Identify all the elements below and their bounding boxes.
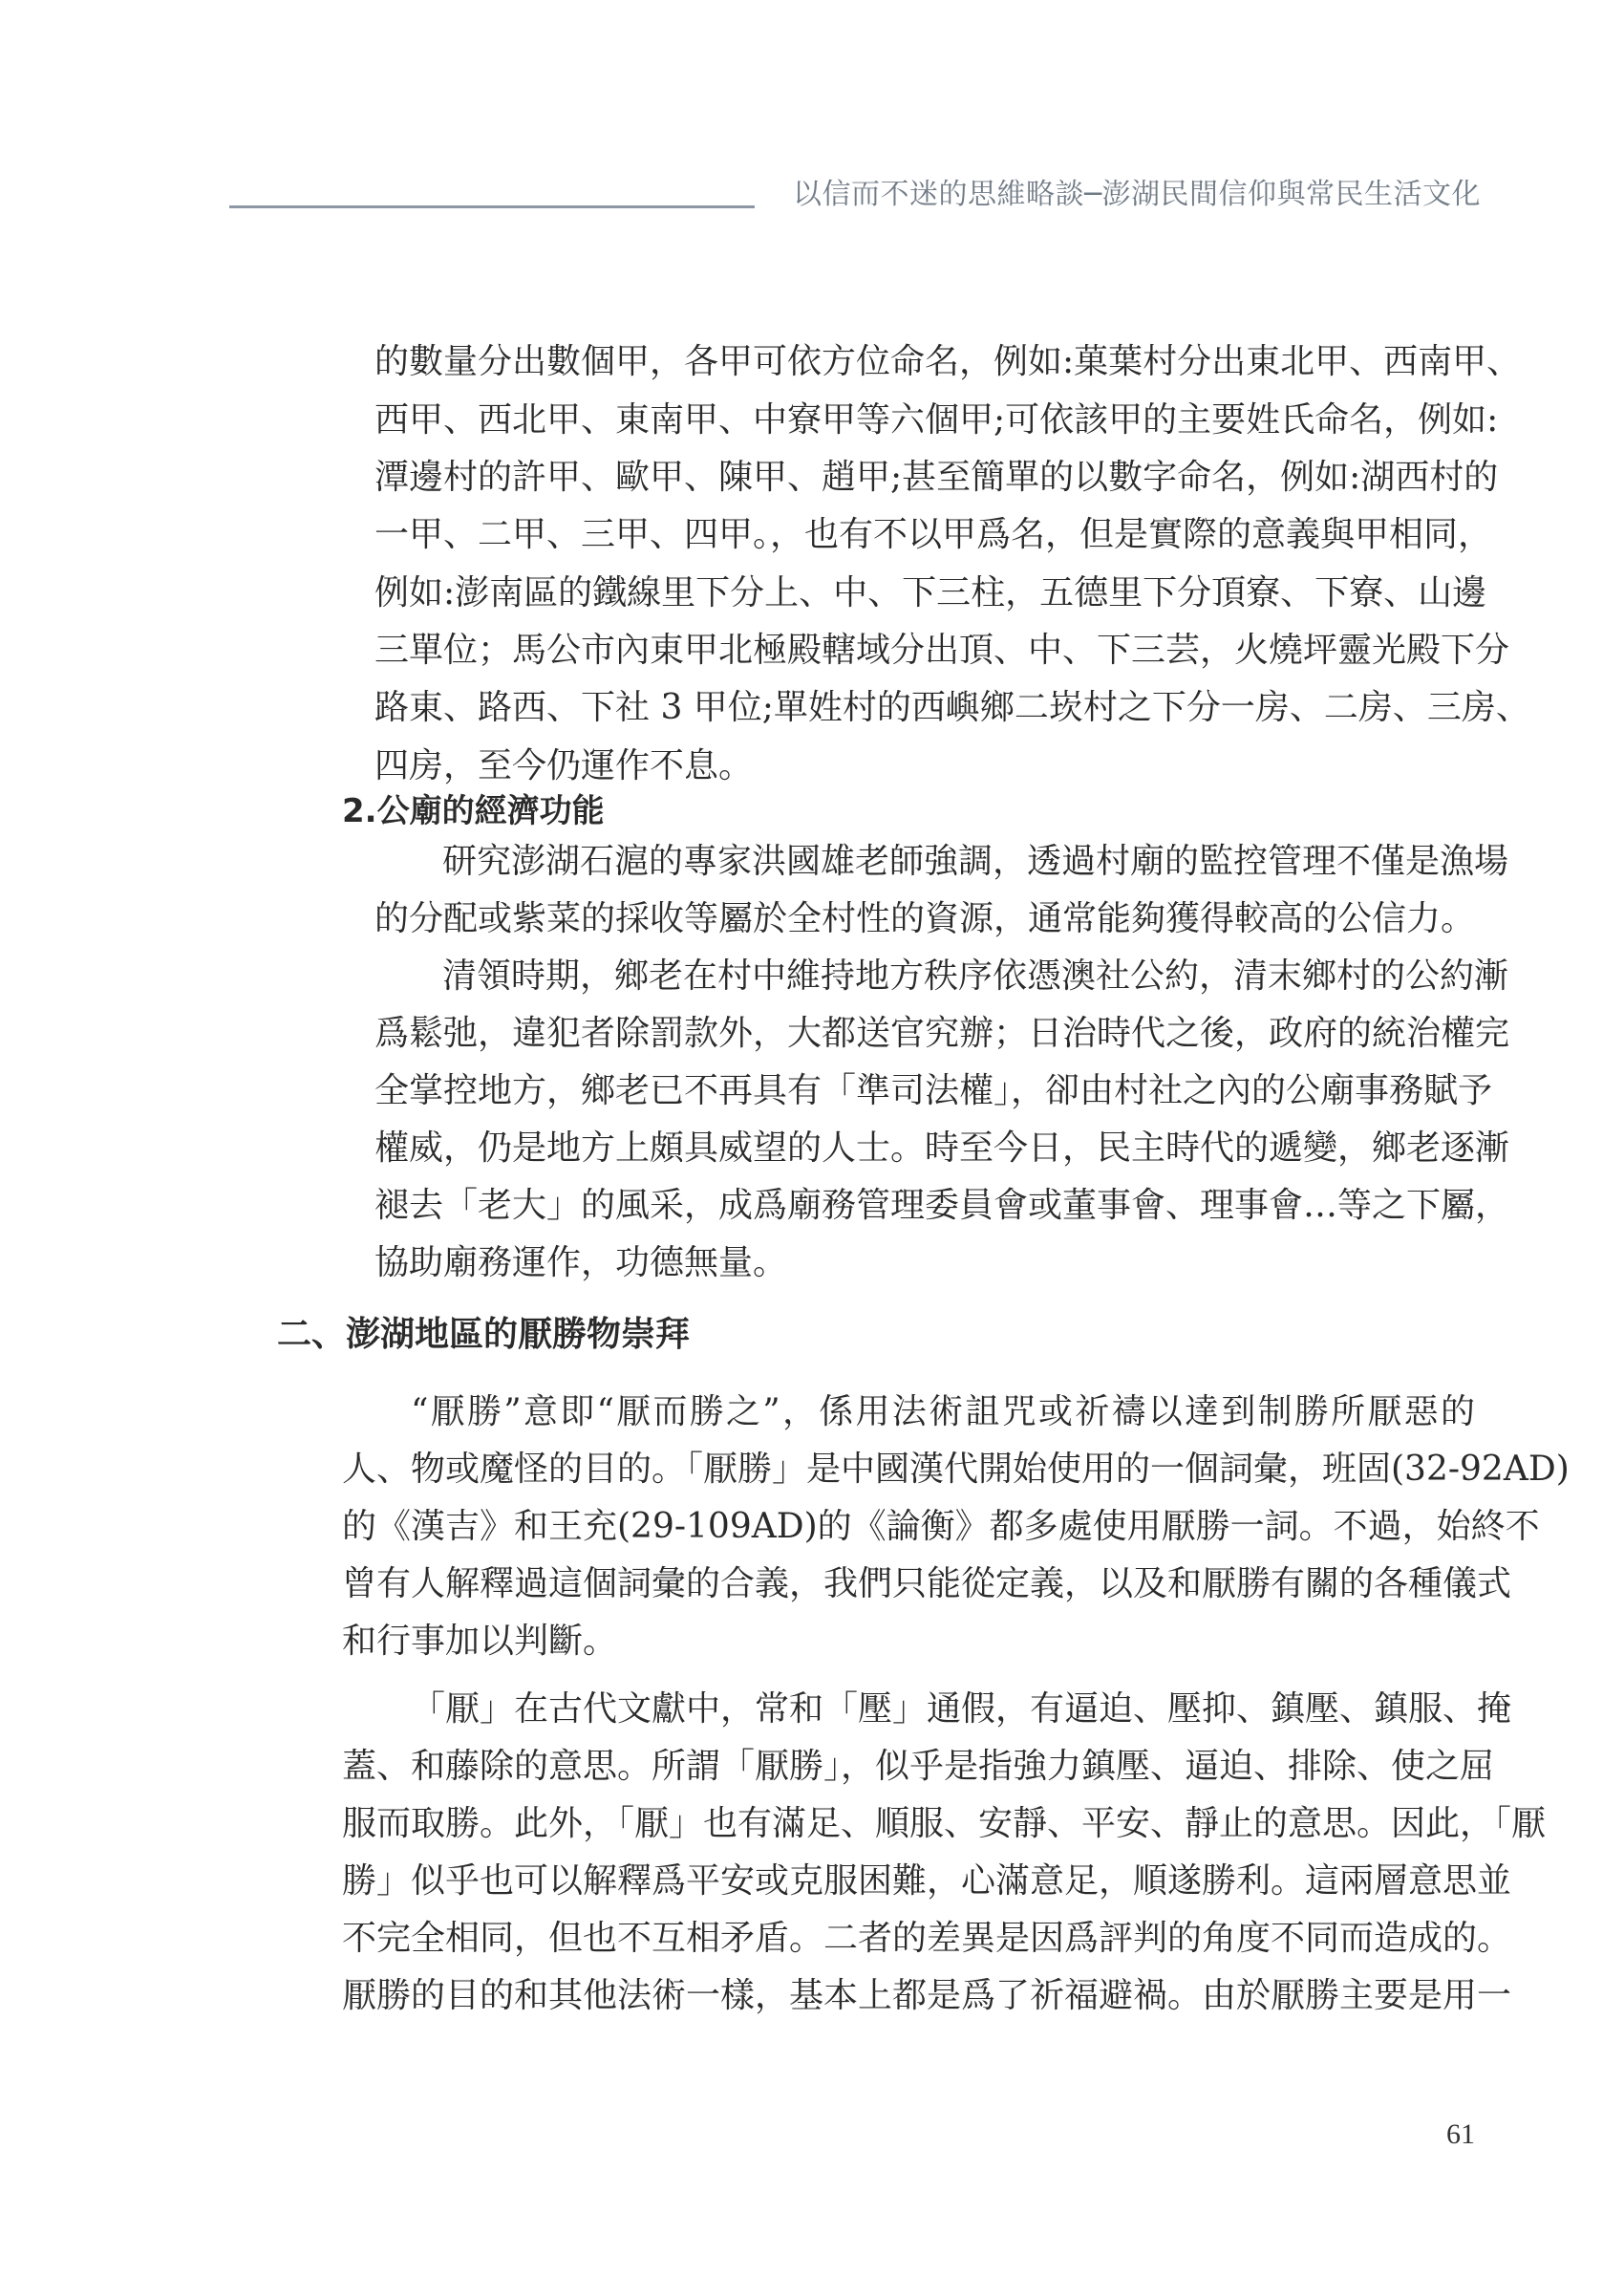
paragraph-line: 權威，仍是地方上頗具威望的人士。時至今日，民主時代的遞變，鄉老逐漸 [374, 1128, 1510, 1168]
paragraph-line: 三單位；馬公市內東甲北極殿轄域分出頂、中、下三芸，火燒坪靈光殿下分 [374, 631, 1510, 670]
paragraph-line: 爲鬆弛，違犯者除罰款外，大都送官究辦；日治時代之後，政府的統治權完 [374, 1014, 1510, 1053]
paragraph-line: 西甲、西北甲、東南甲、中寮甲等六個甲;可依該甲的主要姓氏命名，例如: [374, 400, 1499, 440]
subheading: 2.公廟的經濟功能 [342, 792, 605, 830]
paragraph-line: 蓋、和藤除的意思。所謂「厭勝」，似乎是指強力鎮壓、逼迫、排除、使之屈 [342, 1747, 1495, 1786]
page-number: 61 [1446, 2118, 1475, 2150]
paragraph-line: 一甲、二甲、三甲、四甲。，也有不以甲爲名，但是實際的意義與甲相同， [374, 515, 1493, 554]
paragraph-line: 曾有人解釋過這個詞彙的合義，我們只能從定義，以及和厭勝有關的各種儀式 [342, 1564, 1512, 1603]
paragraph-line: 勝」似乎也可以解釋爲平安或克服困難，心滿意足，順遂勝利。這兩層意思並 [342, 1861, 1512, 1901]
paragraph-line: “厭勝”意即“厭而勝之”，係用法術詛咒或祈禱以達到制勝所厭惡的 [411, 1392, 1475, 1431]
paragraph-line: 例如:澎南區的鐵線里下分上、中、下三柱，五德里下分頂寮、下寮、山邊 [374, 573, 1487, 612]
paragraph-line: 路東、路西、下社 3 甲位;單姓村的西嶼鄉二崁村之下分一房、二房、三房、 [374, 688, 1530, 727]
paragraph-line: 厭勝的目的和其他法術一樣，基本上都是爲了祈福避禍。由於厭勝主要是用一 [342, 1976, 1512, 2015]
header-rule [229, 205, 755, 208]
running-header-title: 以信而不迷的思維略談─澎湖民間信仰與常民生活文化 [793, 178, 1482, 211]
section-heading: 二、澎湖地區的厭勝物崇拜 [277, 1315, 691, 1354]
paragraph-line: 「厭」在古代文獻中，常和「壓」通假，有逼迫、壓抑、鎮壓、鎮服、掩 [411, 1689, 1512, 1729]
paragraph-line: 褪去「老大」的風采，成爲廟務管理委員會或董事會、理事會…等之下屬， [374, 1186, 1510, 1225]
paragraph-line: 四房，至今仍運作不息。 [374, 746, 754, 785]
paragraph-line: 潭邊村的許甲、歐甲、陳甲、趙甲;甚至簡單的以數字命名，例如:湖西村的 [374, 458, 1499, 497]
paragraph-line: 和行事加以判斷。 [342, 1622, 618, 1661]
paragraph-line: 人、物或魔怪的目的。「厭勝」是中國漢代開始使用的一個詞彙，班固(32-92AD) [342, 1450, 1570, 1489]
paragraph-line: 的分配或紫菜的採收等屬於全村性的資源，通常能夠獲得較高的公信力。 [374, 899, 1476, 938]
paragraph-line: 服而取勝。此外，「厭」也有滿足、順服、安靜、平安、靜止的意思。因此，「厭 [342, 1804, 1547, 1843]
paragraph-line: 的《漢吉》和王充(29-109AD)的《論衡》都多處使用厭勝一詞。不過，始終不 [342, 1507, 1540, 1546]
paragraph-line: 的數量分出數個甲，各甲可依方位命名，例如:菓葉村分出東北甲、西南甲、 [374, 342, 1522, 381]
paragraph-line: 協助廟務運作，功德無量。 [374, 1243, 788, 1282]
paragraph-line: 清領時期，鄉老在村中維持地方秩序依憑澳社公約，清末鄉村的公約漸 [442, 956, 1509, 996]
paragraph-line: 全掌控地方，鄉老已不再具有「準司法權」，卻由村社之內的公廟事務賦予 [374, 1071, 1493, 1110]
paragraph-line: 研究澎湖石滬的專家洪國雄老師強調，透過村廟的監控管理不僅是漁場 [442, 842, 1509, 881]
paragraph-line: 不完全相同，但也不互相矛盾。二者的差異是因爲評判的角度不同而造成的。 [342, 1919, 1512, 1958]
